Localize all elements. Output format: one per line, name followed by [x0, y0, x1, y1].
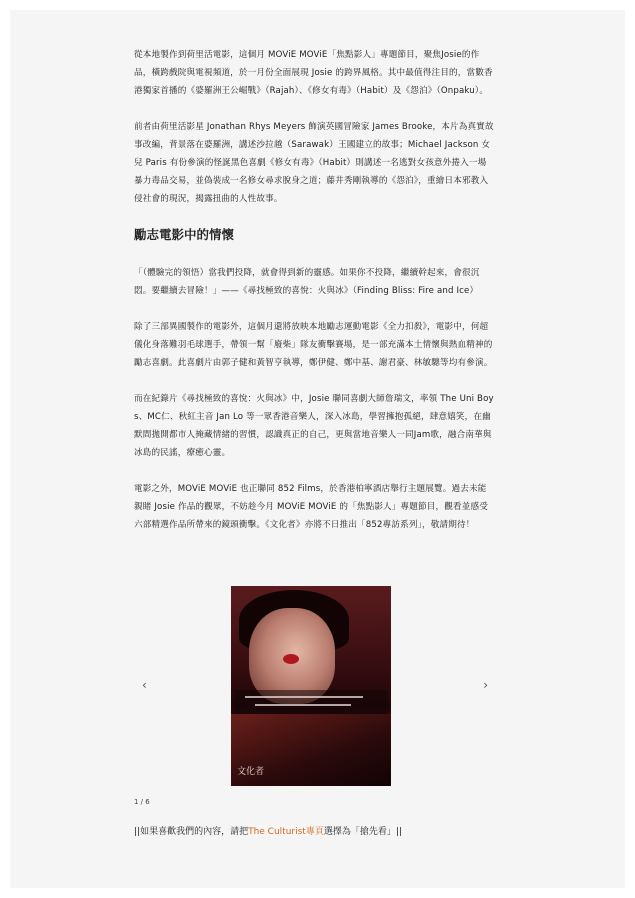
footer-prefix: ||如果喜歡我們的內容，請把	[134, 827, 249, 837]
paragraph: 除了三部異國製作的電影外，這個月還將放映本地勵志運動電影《全力扣殺》，電影中，何超儀化身落難羽毛球選手，帶領一幫「廢柴」隊友衝擊賽場，是一部充滿本土情懷與熱血精神的勵志喜劇。此喜劇片由郭子健和黃智亨執導，鄭伊健、鄭中基、謝君豪、林敏驄等均有參演。	[134, 322, 493, 368]
paragraph: 而在紀錄片《尋找極致的喜悅：火與冰》中，Josie 聯同喜劇大師詹瑞文，率領 The Uni Boys、MC仁、秋紅主音 Jan Lo 等一眾香港音樂人，深入冰島，學習擁抱孤絕，肆意嬉笑，在幽默間拋開都市人掩藏情緒的習慣，認識真正的自己，更與當地音樂人一同Jam歌，融合南華與冰島的民謠，療癒心靈。	[134, 394, 494, 458]
footer-cta	[134, 824, 402, 837]
article-body	[134, 46, 494, 552]
carousel-image[interactable]	[231, 586, 391, 786]
photo-blood-mark	[283, 654, 299, 664]
photo-caption-band	[235, 690, 387, 714]
carousel-counter: 1 / 6	[134, 798, 150, 806]
image-carousel	[134, 586, 494, 791]
paragraph: 前者由荷里活影星 Jonathan Rhys Meyers 飾演英國冒險家 James Brooke，本片為真實故事改編，背景落在婆羅洲，講述沙拉越（Sarawak）王國建立的故事；Michael Jackson 女兒 Paris 有份參演的怪誕黑色喜劇《修女有毒》（Habit）則講述一名逃對女孩意外捲入一場暴力毒品交易，並偽裝成一名修女尋求脫身之道；藤井秀剛執導的《怨泊》，重繪日本邪教入侵社會的現況，揭露扭曲的人性故事。	[134, 122, 494, 204]
caption-line	[245, 696, 363, 698]
section-heading: 勵志電影中的情懷	[134, 227, 235, 242]
paragraph: 電影之外，MOViE MOViE 也正聯同 852 Films，於香港柏寧酒店舉行主題展覽。過去未能親睹 Josie 作品的觀眾，不妨趁今月 MOViE MOViE 的「焦點影人」專題節目，觀看並感受六部精選作品所帶來的鏡頭衝擊。《文化者》亦將不日推出「852專訪系列」，敬請期待！	[134, 484, 488, 530]
culturist-page-link[interactable]: The Culturist專頁	[248, 827, 324, 837]
caption-line	[255, 704, 351, 706]
culturist-watermark: 文化者	[237, 767, 265, 777]
paragraph: 從本地製作到荷里活電影，這個月 MOViE MOViE「焦點影人」專題節目，聚焦Josie的作品，橫跨戲院與電視頻道，於一月份全面展現 Josie 的跨界風格。其中最值得注目的，當數香港獨家首播的《婆羅洲王公崛戰》（Rajah）、《修女有毒》（Habit）及《怨泊》（Onpaku）。	[134, 50, 493, 96]
carousel-prev-button[interactable]: ‹	[142, 678, 147, 692]
quote-paragraph: 「（體驗完的領悟）當我們投降，就會得到新的靈感。如果你不投降，繼續幹起來，會很沉悶。要繼續去冒險！」——《尋找極致的喜悅：火與冰》（Finding Bliss: Fire and Ice）	[134, 268, 480, 296]
carousel-next-button[interactable]: ›	[483, 678, 488, 692]
footer-suffix: 選擇為「搶先看」||	[323, 827, 402, 837]
